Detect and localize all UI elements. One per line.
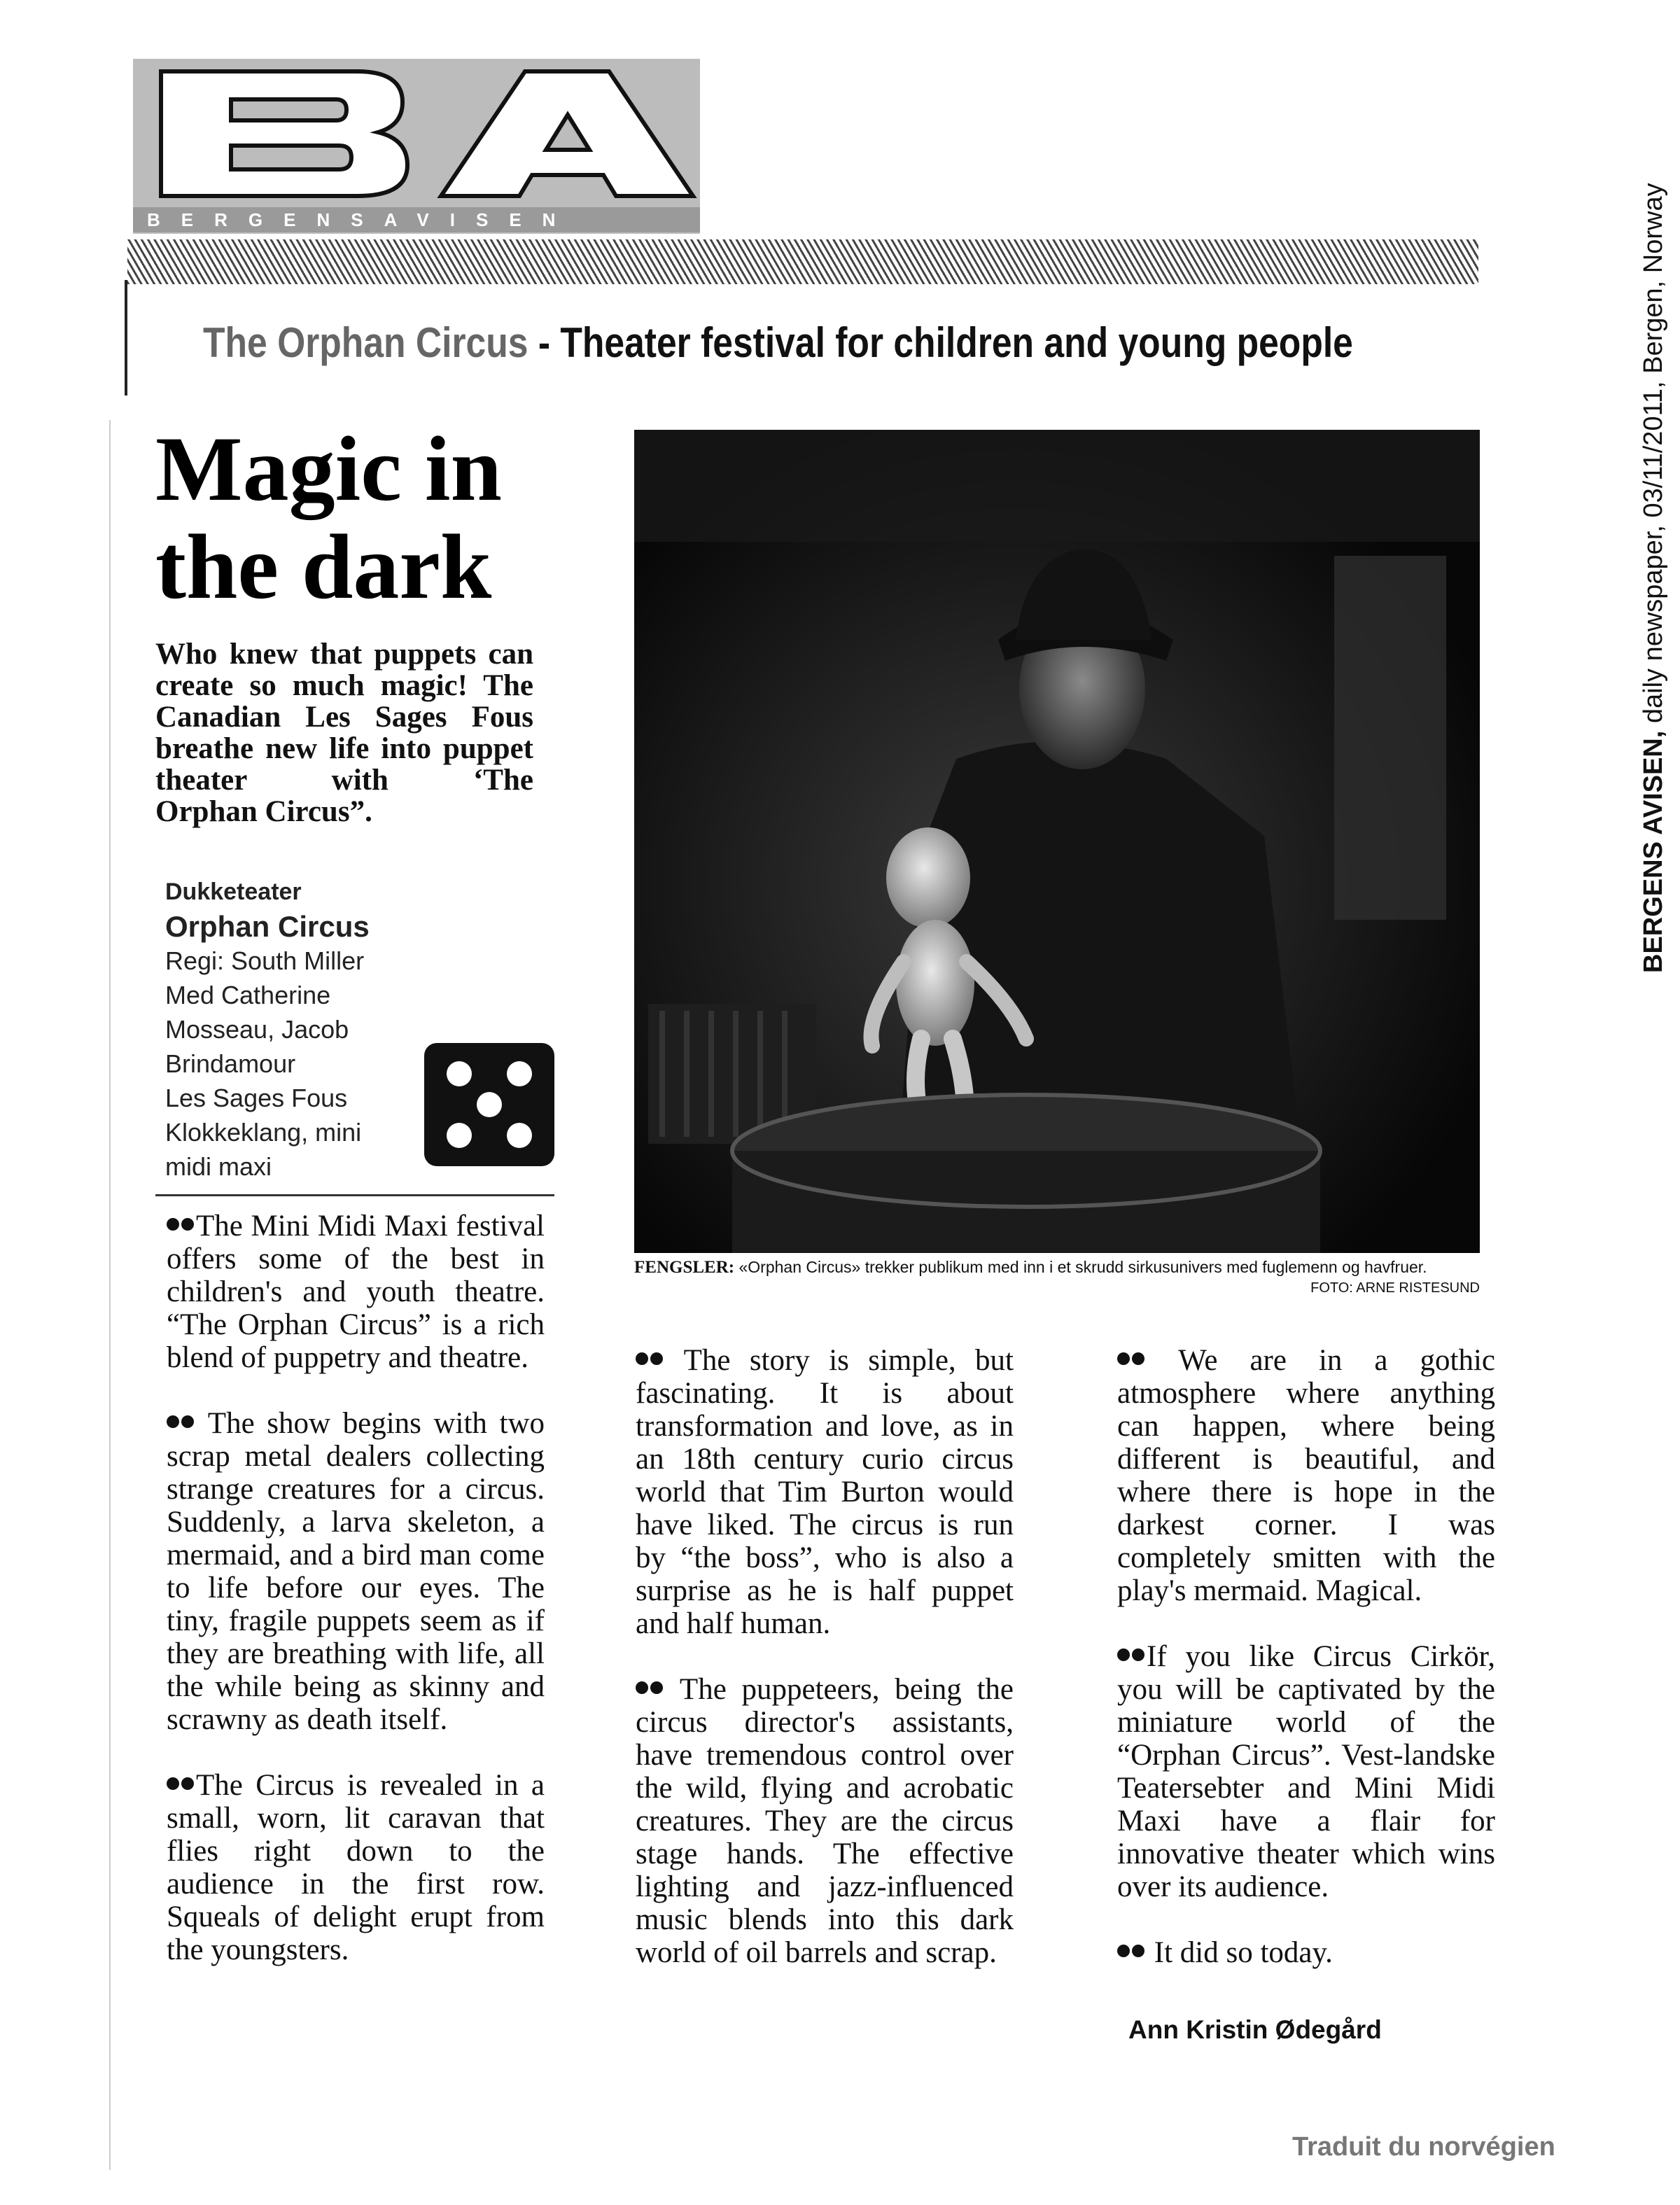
bullet-icon — [1117, 1648, 1130, 1661]
bullet-icon — [636, 1681, 648, 1694]
bullet-icon — [650, 1681, 663, 1694]
bullet-icon — [181, 1415, 194, 1428]
bullet-icon — [1132, 1352, 1144, 1365]
dice-pip — [507, 1061, 532, 1086]
bullet-icon — [181, 1777, 194, 1790]
paragraph — [1117, 1936, 1495, 1969]
headline-line-2: the dark — [155, 515, 492, 618]
factbox-line: Med Catherine — [165, 981, 331, 1009]
paragraph — [636, 1673, 1014, 1969]
bullet-icon — [650, 1352, 663, 1365]
caption-label: FENGSLER: — [634, 1258, 735, 1277]
hatched-rule — [127, 239, 1478, 284]
article-column-1 — [167, 1210, 545, 1966]
paragraph-text: The puppeteers, being the circus director's assistants, have tremendous control over the wild, flying and acrobatic creatures. They are the circus stage hands. The effective lighting and jazz-influenced music blends into this dark world of oil barrels and scrap. — [636, 1673, 1014, 1969]
bullet-icon — [167, 1777, 179, 1790]
paragraph-text: The story is simple, but fascinating. It is about transformation and love, as in an 18th century curio circus world that Tim Burton would have liked. The circus is run by “the boss”, who is also a surprise as he is half puppet and half human. — [636, 1344, 1014, 1640]
bullet-icon — [167, 1218, 179, 1231]
factbox-rule — [155, 1194, 554, 1196]
article-column-3 — [1117, 1344, 1495, 1969]
factbox-line: Les Sages Fous — [165, 1084, 348, 1112]
translation-note: Traduit du norvégien — [1292, 2132, 1555, 2162]
caption-text: «Orphan Circus» trekker publikum med inn i et skrudd sirkusunivers med fuglemenn og havfruer. — [734, 1258, 1427, 1276]
factbox-line: Klokkeklang, mini — [165, 1118, 362, 1147]
paragraph — [167, 1769, 545, 1966]
factbox-line: Mosseau, Jacob — [165, 1015, 349, 1044]
bullet-icon — [167, 1415, 179, 1428]
review-factbox — [165, 875, 445, 1184]
article-column-2 — [636, 1344, 1014, 1969]
masthead-subtitle: BERGENSAVISEN — [133, 207, 700, 232]
factbox-line: midi maxi — [165, 1152, 272, 1181]
source-paper: BERGENS AVISEN, — [1639, 730, 1668, 973]
bullet-icon — [1117, 1945, 1130, 1957]
paragraph — [167, 1407, 545, 1736]
dice-rating-icon — [424, 1043, 554, 1166]
paragraph-text: The Circus is revealed in a small, worn, lit caravan that flies right down to the audience in the first row. Squeals of delight erupt from the youngsters. — [167, 1769, 545, 1966]
headline — [155, 417, 561, 618]
lede-last-line: Orphan Circus”. — [155, 795, 372, 828]
kicker-separator: - — [528, 319, 561, 366]
dice-pip — [477, 1092, 502, 1117]
puppeteer-photo-illustration — [634, 430, 1480, 1253]
performance-photo — [634, 430, 1480, 1253]
photo-caption — [634, 1256, 1480, 1296]
lede-body: Who knew that puppets can create so much magic! The Canadian Les Sages Fous breathe new life into puppet theater with ‘The — [155, 638, 533, 797]
bullet-icon — [1117, 1352, 1130, 1365]
factbox-title: Orphan Circus — [165, 910, 370, 943]
factbox-category: Dukketeater — [165, 878, 302, 905]
paragraph-text: We are in a gothic atmosphere where anything can happen, where being different is beautiful, and where there is hope in the darkest corner. I was completely smitten with the play's mermaid. Magical. — [1117, 1344, 1495, 1607]
logo-letters — [133, 59, 700, 206]
paragraph — [636, 1344, 1014, 1640]
paragraph — [1117, 1640, 1495, 1903]
paragraph-text: It did so today. — [1147, 1936, 1333, 1969]
bullet-icon — [1132, 1945, 1144, 1957]
paragraph — [167, 1210, 545, 1374]
bullet-icon — [1132, 1648, 1144, 1661]
source-caption — [1638, 35, 1669, 973]
dice-pip — [507, 1123, 532, 1148]
factbox-line: Brindamour — [165, 1049, 296, 1078]
kicker-show: The Orphan Circus — [203, 319, 528, 366]
paragraph — [1117, 1344, 1495, 1607]
paragraph-text: If you like Circus Cirkör, you will be captivated by the miniature world of the “Orphan Circus”. Vest-landske Teatersebter and Mini Midi Maxi have a flair for innovative theater which wins over its audience. — [1117, 1640, 1495, 1903]
masthead-logo — [133, 59, 700, 234]
bullet-icon — [636, 1352, 648, 1365]
paragraph-text: The Mini Midi Maxi festival offers some of the best in children's and youth theatre. “The Orphan Circus” is a rich blend of puppetry and theatre. — [167, 1210, 545, 1374]
headline-line-1: Magic in — [155, 417, 502, 520]
paragraph-text: The show begins with two scrap metal dealers collecting strange creatures for a circus. Suddenly, a larva skeleton, a mermaid, and a bird man come to life before our eyes. The tiny, fragile puppets seem as if they are breathing with life, all the while being as skinny and scrawny as death itself. — [167, 1407, 545, 1736]
source-details: daily newspaper, 03/11/2011, Bergen, Norway — [1639, 183, 1668, 731]
factbox-line: Regi: South Miller — [165, 946, 365, 975]
kicker-tagline: Theater festival for children and young people — [560, 319, 1353, 366]
scan-edge-line — [109, 420, 111, 2170]
dice-pip — [447, 1061, 472, 1086]
kicker — [203, 315, 1353, 371]
bullet-icon — [181, 1218, 194, 1231]
dice-pip — [447, 1123, 472, 1148]
photo-credit: FOTO: ARNE RISTESUND — [1310, 1280, 1480, 1296]
lede — [155, 638, 533, 827]
left-rule — [125, 280, 127, 396]
author-signature: Ann Kristin Ødegård — [1128, 2015, 1382, 2044]
